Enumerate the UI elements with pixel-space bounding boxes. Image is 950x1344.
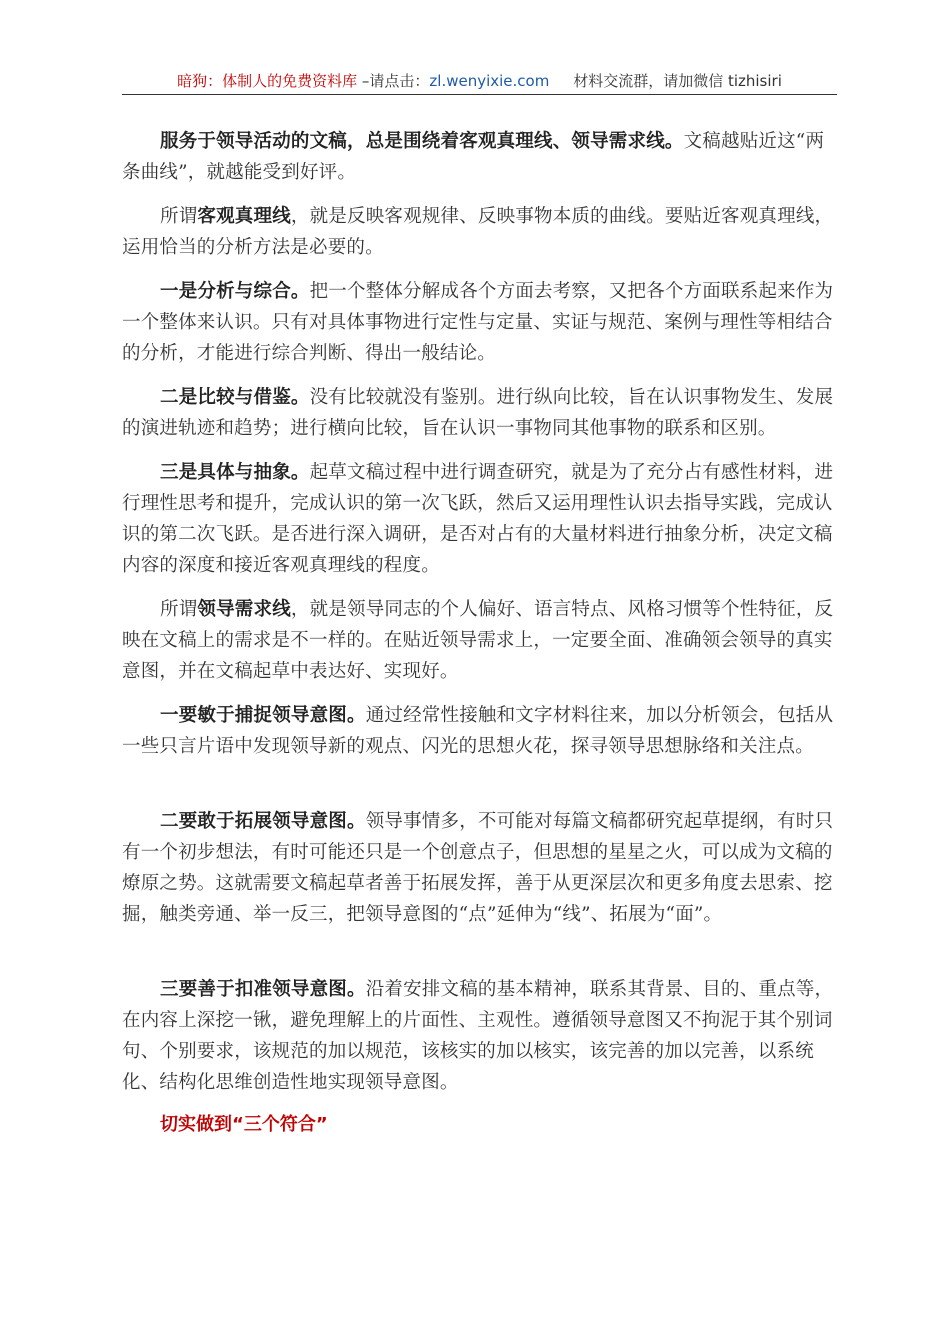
paragraph-precise-intent bbox=[122, 974, 842, 1098]
paragraph-text: 领导事情多，不可能对每篇文稿都研究起草提纲，有时只有一个初步想法，有时可能还只是一个创意点子，但思想的星星之火，可以成为文稿的燎原之势。这就需要文稿起草者善于拓展发挥，善于从更深层次和更多角度去思索、挖掘，触类旁通、举一反三，把领导意图的“点”延伸为“线”、拓展为“面”。 bbox=[122, 811, 834, 925]
paragraph-bold: 一是分析与综合。 bbox=[160, 281, 310, 302]
paragraph-prefix: 所谓 bbox=[160, 206, 198, 227]
paragraph-truth-line bbox=[122, 201, 842, 263]
paragraph-analysis bbox=[122, 276, 842, 369]
paragraph-capture-intent bbox=[122, 700, 842, 762]
paragraph-text: 通过经常性接触和文字材料往来，加以分析领会，包括从一些只言片语中发现领导新的观点、闪光的思想火花，探寻领导思想脉络和关注点。 bbox=[122, 705, 834, 757]
paragraph-text: 把一个整体分解成各个方面去考察，又把各个方面联系起来作为一个整体来认识。只有对具体事物进行定性与定量、实证与规范、案例与理性等相结合的分析，才能进行综合判断、得出一般结论。 bbox=[122, 281, 834, 364]
click-prompt: –请点击： bbox=[357, 72, 430, 90]
paragraph-text: 文稿越贴近这“两条曲线”，就越能受到好评。 bbox=[122, 131, 825, 183]
paragraph-bold: 三要善于扣准领导意图。 bbox=[160, 979, 366, 1000]
paragraph-leader-line bbox=[122, 594, 842, 687]
paragraph-bold: 三是具体与抽象。 bbox=[160, 462, 310, 483]
paragraph-bold: 客观真理线 bbox=[197, 206, 291, 227]
site-name: 暗狗：体制人的免费资料库 bbox=[177, 72, 358, 90]
wechat-note: 材料交流群，请加微信 tizhisiri bbox=[573, 72, 782, 90]
paragraph-bold: 一要敏于捕捉领导意图。 bbox=[160, 705, 366, 726]
paragraph-bold: 二要敢于拓展领导意图。 bbox=[160, 811, 366, 832]
paragraph-abstraction bbox=[122, 457, 842, 581]
paragraph-comparison bbox=[122, 382, 842, 444]
paragraph-intro bbox=[122, 126, 842, 188]
article-body bbox=[122, 126, 842, 1140]
paragraph-bold: 服务于领导活动的文稿，总是围绕着客观真理线、领导需求线。 bbox=[160, 131, 684, 152]
site-link[interactable]: zl.wenyixie.com bbox=[429, 72, 550, 90]
paragraph-text: 沿着安排文稿的基本精神，联系其背景、目的、重点等，在内容上深挖一锹，避免理解上的片面性、主观性。遵循领导意图又不拘泥于其个别词句、个别要求，该规范的加以规范，该核实的加以核实，该完善的加以完善，以系统化、结构化思维创造性地实现领导意图。 bbox=[122, 979, 834, 1093]
paragraph-text: ，就是反映客观规律、反映事物本质的曲线。要贴近客观真理线，运用恰当的分析方法是必要的。 bbox=[122, 206, 834, 258]
paragraph-text: 起草文稿过程中进行调查研究，就是为了充分占有感性材料，进行理性思考和提升，完成认识的第一次飞跃，然后又运用理性认识去指导实践，完成认识的第二次飞跃。是否进行深入调研，是否对占有的大量材料进行抽象分析，决定文稿内容的深度和接近客观真理线的程度。 bbox=[122, 462, 834, 576]
paragraph-text: ，就是领导同志的个人偏好、语言特点、风格习惯等个性特征，反映在文稿上的需求是不一样的。在贴近领导需求上，一定要全面、准确领会领导的真实意图，并在文稿起草中表达好、实现好。 bbox=[122, 599, 834, 682]
page-header bbox=[122, 70, 837, 95]
paragraph-text: 没有比较就没有鉴别。进行纵向比较，旨在认识事物发生、发展的演进轨迹和趋势；进行横向比较，旨在认识一事物同其他事物的联系和区别。 bbox=[122, 387, 834, 439]
paragraph-bold: 领导需求线 bbox=[197, 599, 291, 620]
paragraph-expand-intent bbox=[122, 806, 842, 930]
paragraph-bold: 二是比较与借鉴。 bbox=[160, 387, 310, 408]
paragraph-prefix: 所谓 bbox=[160, 599, 198, 620]
section-heading: 切实做到“三个符合” bbox=[160, 1114, 328, 1135]
